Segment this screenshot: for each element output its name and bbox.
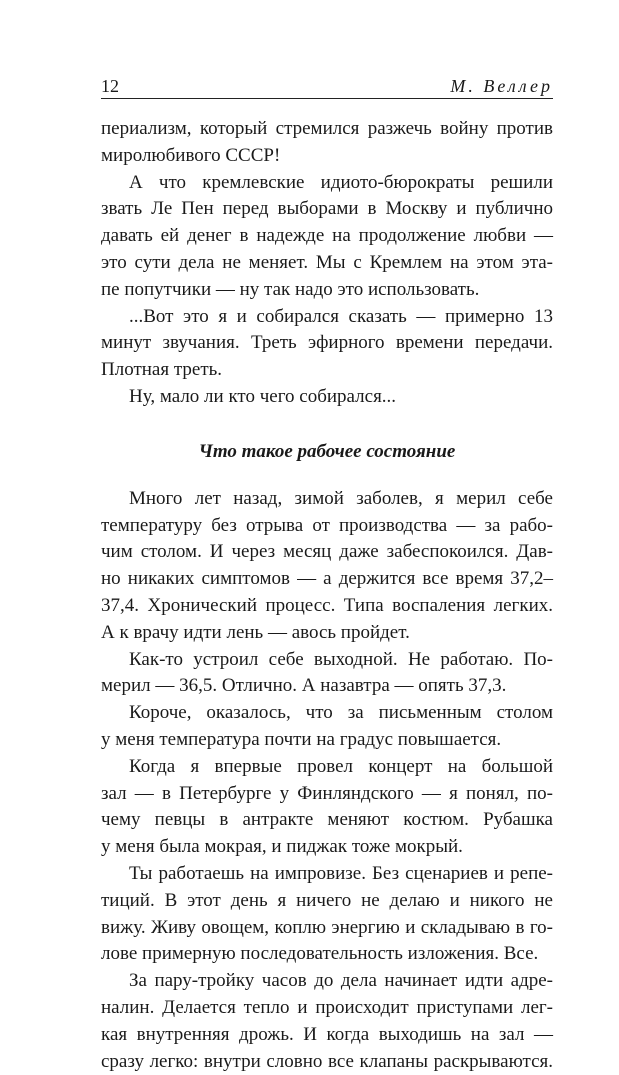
text-line: Как-то устроил себе выходной. Не работаю. По- [101, 647, 553, 674]
paragraph [101, 304, 553, 384]
text-line: ...Вот это я и собирался сказать — примерно 13 [101, 304, 553, 331]
text-line: Когда я впервые провел концерт на большой [101, 754, 553, 781]
text-line: давать ей денег в надежде на продолжение любви — [101, 223, 553, 250]
text-line: Ты работаешь на импровизе. Без сценариев и репе- [101, 861, 553, 888]
paragraph [101, 754, 553, 861]
paragraph [101, 170, 553, 304]
paragraph [101, 116, 553, 170]
text-line: звать Ле Пен перед выборами в Москву и публично [101, 196, 553, 223]
paragraph [101, 486, 553, 647]
text-line: это сути дела не меняет. Мы с Кремлем на этом эта- [101, 250, 553, 277]
text-line: Много лет назад, зимой заболев, я мерил себе [101, 486, 553, 513]
running-head-author: М. Веллер [450, 76, 553, 96]
text-line: периализм, который стремился разжечь войну против [101, 116, 553, 143]
text-line: у меня была мокрая, и пиджак тоже мокрый. [101, 834, 553, 861]
paragraph [101, 647, 553, 701]
text-line: кая внутренняя дрожь. И когда выходишь на зал — [101, 1022, 553, 1049]
text-line: температуру без отрыва от производства — за рабо- [101, 513, 553, 540]
paragraph [101, 861, 553, 968]
text-line: Плотная треть. [101, 357, 553, 384]
text-line: лове примерную последовательность изложения. Все. [101, 941, 553, 968]
paragraph [101, 384, 553, 411]
text-line: сразу легко: внутри словно все клапаны раскрываются. [101, 1049, 553, 1075]
text-line: 37,4. Хронический процесс. Типа воспаления легких. [101, 593, 553, 620]
text-line: вижу. Живу овощем, коплю энергию и складываю в го- [101, 915, 553, 942]
text-line: А к врачу идти лень — авось пройдет. [101, 620, 553, 647]
text-line: но никаких симптомов — а держится все время 37,2– [101, 566, 553, 593]
text-line: у меня температура почти на градус повышается. [101, 727, 553, 754]
running-header [101, 76, 553, 99]
page-number: 12 [101, 76, 119, 96]
text-line: Короче, оказалось, что за письменным столом [101, 700, 553, 727]
paragraph [101, 700, 553, 754]
page-body [101, 116, 553, 1075]
paragraph [101, 968, 553, 1075]
text-line: зал — в Петербурге у Финляндского — я понял, по- [101, 781, 553, 808]
text-line: пе попутчики — ну так надо это использовать. [101, 277, 553, 304]
text-line: За пару-тройку часов до дела начинает идти адре- [101, 968, 553, 995]
section-heading: Что такое рабочее состояние [101, 438, 553, 465]
text-line: налин. Делается тепло и происходит приступами лег- [101, 995, 553, 1022]
text-line: А что кремлевские идиото-бюрократы решили [101, 170, 553, 197]
text-line: минут звучания. Треть эфирного времени передачи. [101, 330, 553, 357]
text-line: тиций. В этот день я ничего не делаю и никого не [101, 888, 553, 915]
text-line: миролюбивого СССР! [101, 143, 553, 170]
text-line: чему певцы в антракте меняют костюм. Рубашка [101, 807, 553, 834]
text-line: мерил — 36,5. Отлично. А назавтра — опять 37,3. [101, 673, 553, 700]
text-line: Ну, мало ли кто чего собирался... [101, 384, 553, 411]
text-line: чим столом. И через месяц даже забеспокоился. Дав- [101, 539, 553, 566]
